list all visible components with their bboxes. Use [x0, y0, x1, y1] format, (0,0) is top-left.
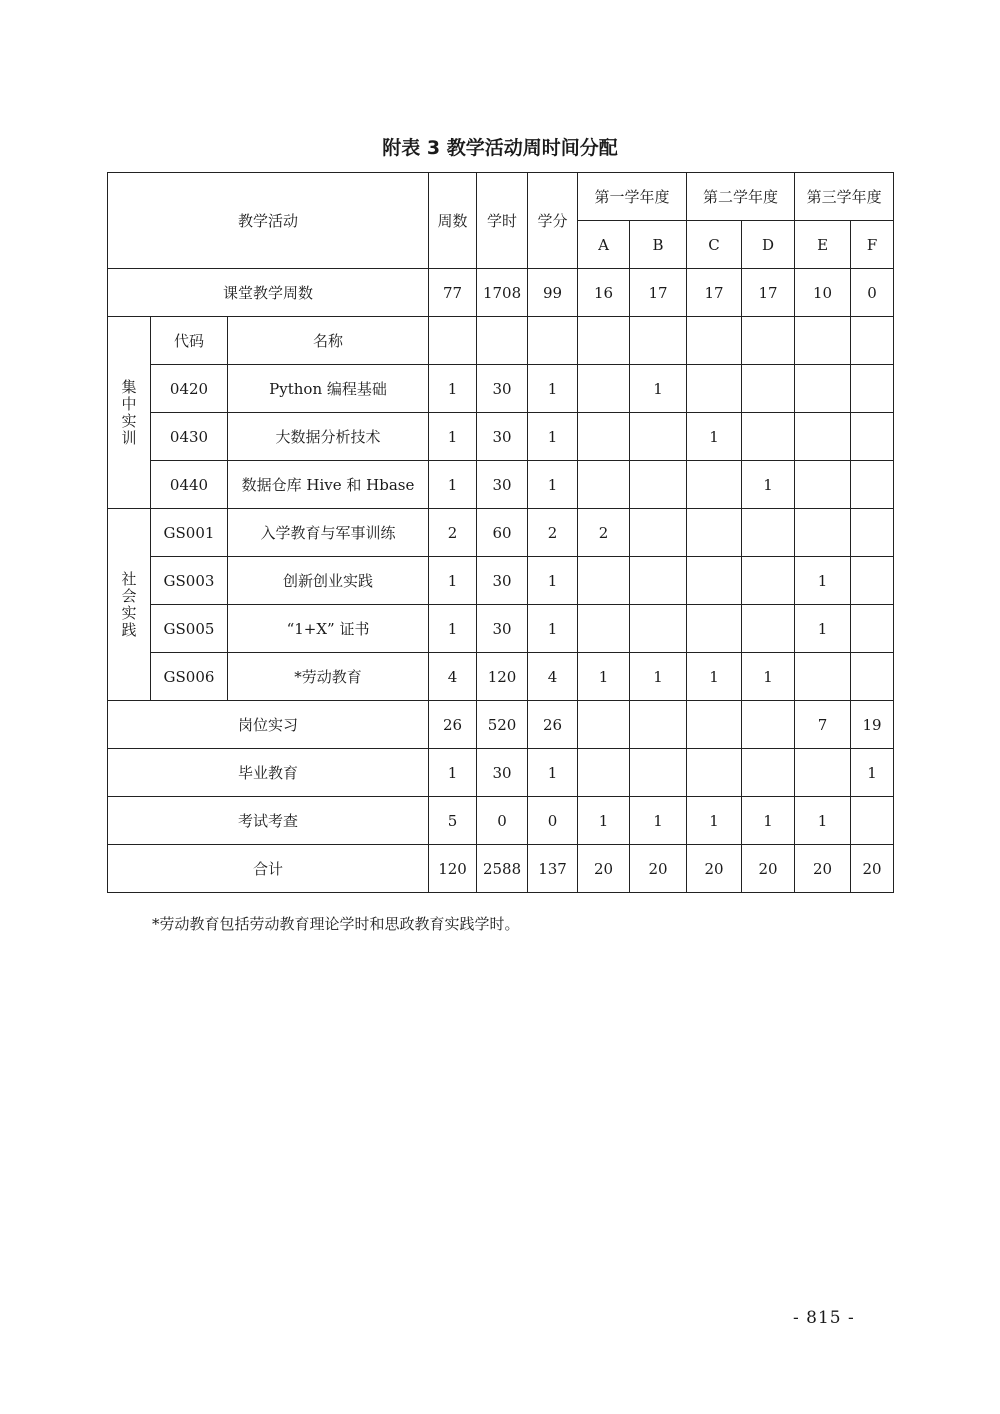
table-row — [108, 269, 894, 317]
table-title: 附表 3 教学活动周时间分配 — [382, 137, 618, 159]
header-activity: 教学活动 — [108, 173, 429, 269]
term-cell: 20 — [687, 845, 742, 893]
code-cell: 0440 — [151, 461, 228, 509]
term-cell: 17 — [630, 269, 687, 317]
term-cell — [795, 653, 851, 701]
term-cell — [630, 461, 687, 509]
table-row — [108, 317, 894, 365]
term-cell: 1 — [687, 797, 742, 845]
total-label: 合计 — [108, 845, 429, 893]
hours-cell: 60 — [477, 509, 528, 557]
term-cell: 1 — [687, 413, 742, 461]
code-cell: 0420 — [151, 365, 228, 413]
name-cell: 大数据分析技术 — [228, 413, 429, 461]
header-weeks: 周数 — [429, 173, 477, 269]
term-cell — [742, 509, 795, 557]
term-cell — [687, 749, 742, 797]
credits-cell: 1 — [528, 557, 578, 605]
hours-cell: 30 — [477, 605, 528, 653]
term-cell — [578, 749, 630, 797]
term-cell: 17 — [742, 269, 795, 317]
credits-cell: 1 — [528, 365, 578, 413]
term-cell: 1 — [851, 749, 894, 797]
term-cell — [795, 509, 851, 557]
term-cell — [687, 509, 742, 557]
credits-cell: 2 — [528, 509, 578, 557]
term-cell — [687, 365, 742, 413]
term-cell: 1 — [795, 557, 851, 605]
header-hours: 学时 — [477, 173, 528, 269]
term-cell — [851, 509, 894, 557]
empty-cell — [851, 317, 894, 365]
term-cell — [578, 701, 630, 749]
weeks-cell: 120 — [429, 845, 477, 893]
term-cell: 2 — [578, 509, 630, 557]
credits-cell: 137 — [528, 845, 578, 893]
term-cell — [795, 365, 851, 413]
term-cell — [630, 557, 687, 605]
term-cell — [851, 461, 894, 509]
table-row — [108, 701, 894, 749]
term-cell — [742, 413, 795, 461]
name-cell: *劳动教育 — [228, 653, 429, 701]
term-cell — [742, 701, 795, 749]
hours-cell: 1708 — [477, 269, 528, 317]
term-cell — [795, 461, 851, 509]
name-cell: Python 编程基础 — [228, 365, 429, 413]
term-cell: 20 — [795, 845, 851, 893]
header-term-f: F — [851, 221, 894, 269]
name-cell: 数据仓库 Hive 和 Hbase — [228, 461, 429, 509]
row-label: 岗位实习 — [108, 701, 429, 749]
term-cell — [795, 413, 851, 461]
term-cell — [851, 413, 894, 461]
empty-cell — [687, 317, 742, 365]
term-cell: 20 — [578, 845, 630, 893]
term-cell — [578, 605, 630, 653]
term-cell: 1 — [630, 797, 687, 845]
table-row — [108, 605, 894, 653]
term-cell: 19 — [851, 701, 894, 749]
hours-cell: 0 — [477, 797, 528, 845]
credits-cell: 1 — [528, 413, 578, 461]
header-term-d: D — [742, 221, 795, 269]
weeks-cell: 1 — [429, 557, 477, 605]
weeks-cell: 1 — [429, 461, 477, 509]
group-label-training: 集中实训 — [108, 317, 151, 509]
term-cell: 1 — [630, 653, 687, 701]
term-cell: 1 — [795, 605, 851, 653]
hours-cell: 30 — [477, 461, 528, 509]
code-cell: GS006 — [151, 653, 228, 701]
weeks-cell: 4 — [429, 653, 477, 701]
term-cell — [578, 413, 630, 461]
name-cell: “1+X” 证书 — [228, 605, 429, 653]
term-cell — [630, 605, 687, 653]
term-cell: 20 — [742, 845, 795, 893]
code-cell: 0430 — [151, 413, 228, 461]
weeks-cell: 2 — [429, 509, 477, 557]
name-header: 名称 — [228, 317, 429, 365]
term-cell — [630, 749, 687, 797]
term-cell: 1 — [795, 797, 851, 845]
term-cell — [687, 701, 742, 749]
empty-cell — [578, 317, 630, 365]
code-cell: GS005 — [151, 605, 228, 653]
weeks-cell: 1 — [429, 365, 477, 413]
weeks-cell: 5 — [429, 797, 477, 845]
term-cell — [742, 365, 795, 413]
term-cell — [578, 461, 630, 509]
header-term-b: B — [630, 221, 687, 269]
name-cell: 创新创业实践 — [228, 557, 429, 605]
term-cell — [742, 605, 795, 653]
term-cell: 20 — [851, 845, 894, 893]
table-row — [108, 413, 894, 461]
weeks-cell: 77 — [429, 269, 477, 317]
credits-cell: 0 — [528, 797, 578, 845]
term-cell — [742, 557, 795, 605]
hours-cell: 520 — [477, 701, 528, 749]
term-cell — [851, 653, 894, 701]
table-row — [108, 461, 894, 509]
header-year-2: 第二学年度 — [687, 173, 795, 221]
term-cell — [851, 365, 894, 413]
term-cell — [578, 365, 630, 413]
credits-cell: 99 — [528, 269, 578, 317]
term-cell: 7 — [795, 701, 851, 749]
empty-cell — [742, 317, 795, 365]
table-row — [108, 749, 894, 797]
footnote: *劳动教育包括劳动教育理论学时和思政教育实践学时。 — [152, 915, 520, 933]
term-cell — [578, 557, 630, 605]
row-label: 课堂教学周数 — [108, 269, 429, 317]
empty-cell — [429, 317, 477, 365]
term-cell: 10 — [795, 269, 851, 317]
term-cell: 20 — [630, 845, 687, 893]
weeks-cell: 1 — [429, 749, 477, 797]
credits-cell: 4 — [528, 653, 578, 701]
hours-cell: 2588 — [477, 845, 528, 893]
term-cell — [630, 413, 687, 461]
weeks-cell: 1 — [429, 413, 477, 461]
empty-cell — [528, 317, 578, 365]
header-term-e: E — [795, 221, 851, 269]
term-cell — [795, 749, 851, 797]
credits-cell: 1 — [528, 749, 578, 797]
hours-cell: 30 — [477, 749, 528, 797]
term-cell — [630, 701, 687, 749]
term-cell: 0 — [851, 269, 894, 317]
credits-cell: 1 — [528, 605, 578, 653]
table-row — [108, 509, 894, 557]
term-cell — [687, 605, 742, 653]
weeks-cell: 26 — [429, 701, 477, 749]
table-row — [108, 845, 894, 893]
name-cell: 入学教育与军事训练 — [228, 509, 429, 557]
page-number: - 815 - — [793, 1308, 855, 1328]
term-cell: 1 — [742, 653, 795, 701]
table-row — [108, 365, 894, 413]
term-cell: 16 — [578, 269, 630, 317]
term-cell: 1 — [742, 797, 795, 845]
header-year-3: 第三学年度 — [795, 173, 894, 221]
credits-cell: 26 — [528, 701, 578, 749]
table-row — [108, 653, 894, 701]
term-cell — [687, 461, 742, 509]
term-cell: 1 — [687, 653, 742, 701]
term-cell — [687, 557, 742, 605]
code-cell: GS003 — [151, 557, 228, 605]
row-label: 毕业教育 — [108, 749, 429, 797]
hours-cell: 30 — [477, 413, 528, 461]
row-label: 考试考查 — [108, 797, 429, 845]
term-cell — [742, 749, 795, 797]
header-year-1: 第一学年度 — [578, 173, 687, 221]
header-term-c: C — [687, 221, 742, 269]
term-cell — [851, 797, 894, 845]
weeks-cell: 1 — [429, 605, 477, 653]
code-cell: GS001 — [151, 509, 228, 557]
hours-cell: 30 — [477, 557, 528, 605]
table-row — [108, 797, 894, 845]
hours-cell: 120 — [477, 653, 528, 701]
term-cell: 1 — [742, 461, 795, 509]
term-cell: 17 — [687, 269, 742, 317]
term-cell: 1 — [578, 797, 630, 845]
group-label-social: 社会实践 — [108, 509, 151, 701]
empty-cell — [630, 317, 687, 365]
schedule-table — [107, 172, 894, 893]
header-term-a: A — [578, 221, 630, 269]
header-credits: 学分 — [528, 173, 578, 269]
hours-cell: 30 — [477, 365, 528, 413]
code-header: 代码 — [151, 317, 228, 365]
term-cell: 1 — [578, 653, 630, 701]
credits-cell: 1 — [528, 461, 578, 509]
term-cell: 1 — [630, 365, 687, 413]
term-cell — [851, 605, 894, 653]
empty-cell — [477, 317, 528, 365]
term-cell — [630, 509, 687, 557]
term-cell — [851, 557, 894, 605]
empty-cell — [795, 317, 851, 365]
table-row — [108, 557, 894, 605]
